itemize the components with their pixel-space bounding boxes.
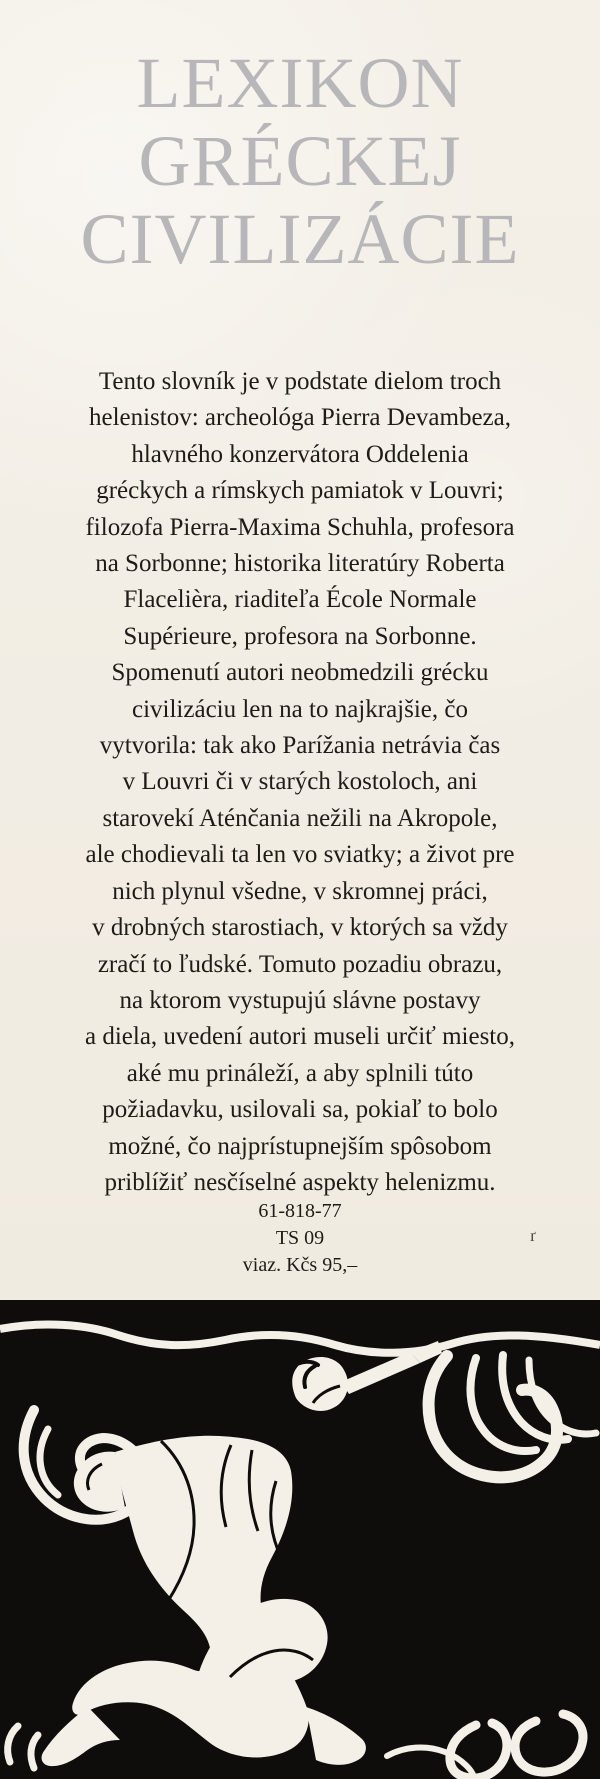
description-line: nich plynul všedne, v skromnej práci, — [112, 877, 488, 905]
description-line: na ktorom vystupujú slávne postavy — [119, 986, 481, 1014]
title-line-1: LEXIKON — [136, 43, 464, 123]
description-line: a diela, uvedení autori museli určiť miesto, — [84, 1023, 515, 1051]
description-line: filozofa Pierra-Maxima Schuhla, profesora — [85, 513, 515, 541]
description-line: Flacelièra, riaditeľa École Normale — [123, 586, 477, 614]
description-text — [34, 364, 566, 1201]
description-line: v drobných starostiach, v ktorých sa vždy — [92, 914, 508, 942]
title-line-2: GRÉCKEJ — [138, 121, 462, 201]
price-text: viaz. Kčs 95,– — [242, 1254, 358, 1276]
description-line: helenistov: archeológa Pierra Devambeza, — [88, 404, 512, 432]
description-line: zračí to ľudské. Tomuto pozadiu obrazu, — [97, 950, 503, 978]
description-line: ale chodievali ta len vo sviatky; a život pre — [85, 841, 515, 869]
series-code: TS 09 — [275, 1227, 325, 1249]
catalog-code: 61-818-77 — [258, 1200, 342, 1222]
description-line: Tento slovník je v podstate dielom troch — [98, 368, 502, 395]
description-line: starovekí Aténčania nežili na Akropole, — [102, 804, 498, 832]
title-line-3: CIVILIZÁCIE — [80, 199, 520, 279]
description-line: hlavného konzervátora Oddelenia — [131, 440, 469, 468]
small-marking: ґ — [530, 1228, 536, 1245]
publication-metadata — [0, 1198, 600, 1279]
description-line: Supérieure, profesora na Sorbonne. — [123, 622, 477, 650]
description-line: požiadavku, usilovali sa, pokiaľ to bolo — [102, 1096, 498, 1124]
greek-vase-figure-icon — [0, 1300, 600, 1779]
description-line: v Louvri či v starých kostoloch, ani — [122, 768, 478, 796]
book-title — [0, 44, 600, 278]
description-line: na Sorbonne; historika literatúry Roberta — [95, 550, 505, 578]
description-line: vytvorila: tak ako Parížania netrávia čas — [99, 732, 501, 760]
description-line: možné, čo najprístupnejším spôsobom — [108, 1132, 492, 1160]
description-line: Spomenutí autori neobmedzili grécku — [111, 659, 489, 687]
description-line: civilizáciu len na to najkrajšie, čo — [132, 695, 468, 723]
description-line: aké mu prináleží, a aby splnili túto — [126, 1059, 474, 1087]
description-line: priblížiť nesčíselné aspekty helenizmu. — [104, 1168, 496, 1196]
description-line: gréckych a rímskych pamiatok v Louvri; — [96, 477, 504, 505]
